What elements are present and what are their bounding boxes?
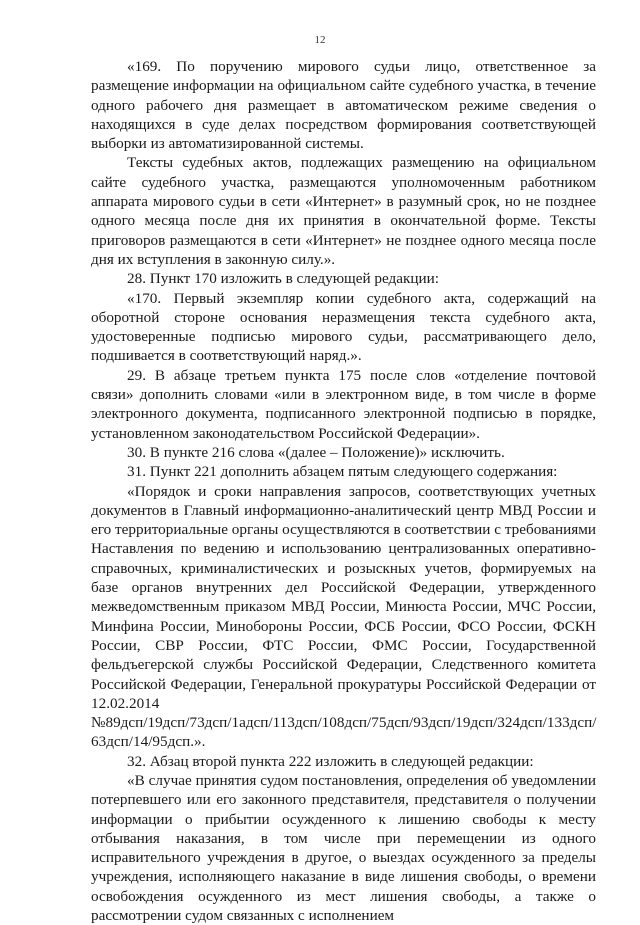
paragraph-court-acts-texts: Тексты судебных актов, подлежащих размещению на официальном сайте судебного участка, размещаются уполномоченным работником аппарата мирового судьи в сети «Интернет» в разумный срок, но не позднее одного месяца после дня их принятия в окончательной форме. Тексты приговоров размещаются в сети «Интернет» не позднее одного месяца после дня их вступления в законную силу.». bbox=[91, 154, 596, 268]
paragraph-item-31: 31. Пункт 221 дополнить абзацем пятым следующего содержания: bbox=[127, 463, 558, 481]
paragraph-222-second: «В случае принятия судом постановления, определения об уведомлении потерпевшего или его законного представителя, представителя о получении информации о прибытии осужденного к лишению свободы к месту отбывания наказания, в том числе при перемещении из одного исправительного учреждения в другое, о выездах осужденного за пределы учреждения, исполняющего наказание в виде лишения свободы, о времени освобождения осужденного из мест лишения свободы, а также о рассмотрении судом связанных с исполнением bbox=[91, 771, 596, 925]
paragraph-item-32: 32. Абзац второй пункта 222 изложить в следующей редакции: bbox=[127, 752, 534, 770]
document-body bbox=[91, 57, 596, 925]
paragraph-221-fifth: «Порядок и сроки направления запросов, соответствующих учетных документов в Главный информационно-аналитический центр МВД России и его территориальные органы осуществляются в соответствии с требованиями Наставления по ведению и использованию централизованных оперативно-справочных, криминалистических и розыскных учетов, формируемых на базе органов внутренних дел Российской Федерации, утвержденного межведомственным приказом МВД России, Минюста России, МЧС России, Минфина России, Минобороны России, ФСБ России, ФСО России, ФСКН России, СВР России, ФТС России, ФМС России, Государственной фельдъегерской службы Российской Федерации, Следственного комитета Российской Федерации, Генеральной прокуратуры Российской Федерации от 12.02.2014 №89дсп/19дсп/73дсп/1адсп/113дсп/108дсп/75дсп/93дсп/19дсп/324дсп/133дсп/ 63дсп/14/95дсп.». bbox=[91, 482, 597, 751]
paragraph-169: «169. По поручению мирового судьи лицо, ответственное за размещение информации на официальном сайте судебного участка, в течение одного рабочего дня размещает в автоматическом режиме сведения о находящихся в суде делах посредством формирования соответствующей выборки из автоматизированной системы. bbox=[91, 58, 596, 153]
paragraph-170: «170. Первый экземпляр копии судебного акта, содержащий на оборотной стороне основания неразмещения текста судебного акта, удостоверенные подписью мирового судьи, рассматривающего дело, подшивается в соответствующий наряд.». bbox=[91, 289, 596, 365]
paragraph-item-29: 29. В абзаце третьем пункта 175 после слов «отделение почтовой связи» дополнить словами «или в электронном виде, в том числе в форме электронного документа, подписанного электронной подписью в порядке, установленном законодательством Российской Федерации». bbox=[91, 366, 596, 442]
page-number: 12 bbox=[314, 34, 326, 46]
paragraph-item-28: 28. Пункт 170 изложить в следующей редакции: bbox=[127, 270, 440, 288]
paragraph-item-30: 30. В пункте 216 слова «(далее – Положение)» исключить. bbox=[127, 443, 505, 461]
